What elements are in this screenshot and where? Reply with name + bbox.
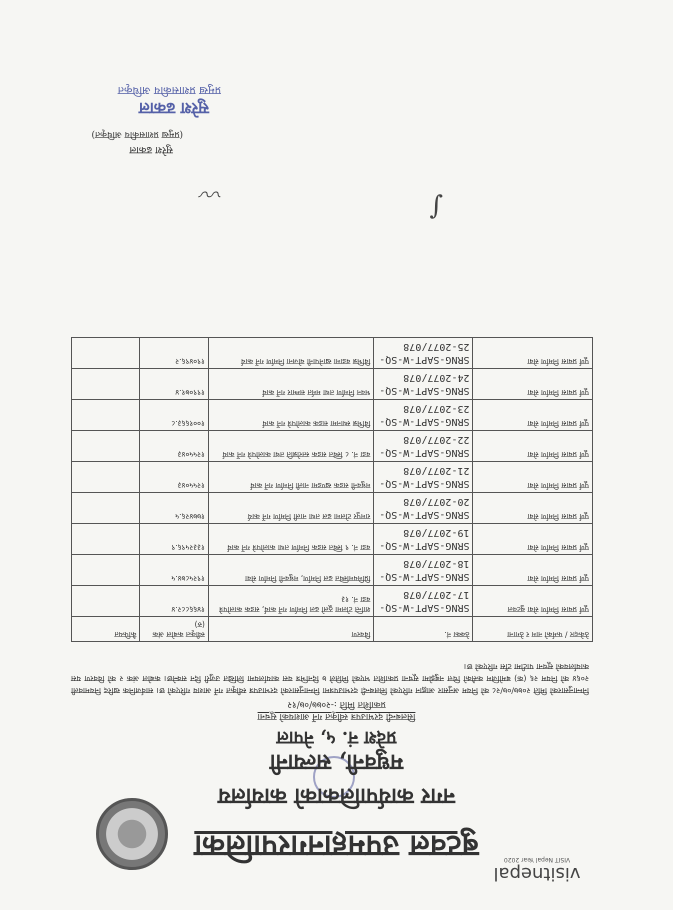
visit-nepal-tagline: VISIT Nepal Year 2020: [503, 856, 571, 863]
cell-firm: पूर्ण प्रयास निर्माण सेवा: [473, 338, 593, 369]
cell-remark: [72, 493, 140, 524]
cell-code: SRNG-SAPT-W-SQ-19-2077/078: [374, 524, 473, 555]
cell-code: SRNG-SAPT-W-SQ-22-2077/078: [374, 431, 473, 462]
table-row: [72, 400, 593, 431]
cell-firm: पूर्ण प्रयास निर्माण सेवा: [473, 555, 593, 586]
table-header-row: [72, 617, 593, 642]
cell-desc: भवन निर्माण तथा मर्मत सम्भार गर्ने कार्य: [208, 369, 373, 400]
province: प्रदेश नं. ५, नेपाल: [276, 727, 397, 748]
publish-date: प्रकाशित मिति :-२०७७/०७/१२: [287, 699, 386, 709]
table-row: [72, 369, 593, 400]
cell-firm: पूर्ण प्रयास निर्माण सेवा: [473, 400, 593, 431]
page-title: बुटवल उपमहानगरपालिका: [194, 828, 479, 863]
cell-remark: [72, 338, 140, 369]
officer-title: (प्रमुख प्रशासकीय अधिकृत): [91, 129, 183, 139]
notice-intro: निम्नानुसारको मिति २०७७/०७/२८ को नियम अनुसार आह्वान गरिएको सिलबन्दी दरभाउपत्रमा निम्नानुसारको दरभाउपत्र स्वीकृत गर्ने आशय गरिएको छ। सार्वजनिक खरिद नियमावली २०६४ को नियम २६ (क) बमोजिम कसैको चित्त नबुझेमा सूचना प्रकाशित भएको मितिले ७ दिनभित्र यस कार्यालयमा लिखित उजुरी दिन सक्नेछ। कबोल अंक २ को विवरण यस कार्यालयको सूचना पाटीमा टाँस गरिएको छ।: [71, 662, 589, 695]
header-code: ठेक्का नं.: [374, 617, 473, 642]
cell-remark: [72, 400, 140, 431]
cell-code: SRNG-SAPT-W-SQ-18-2077/078: [374, 555, 473, 586]
cell-firm: पूर्ण प्रयास निर्माण सेवा: [473, 462, 593, 493]
cell-amount: १९२५८७४.५: [140, 555, 208, 586]
table-row: [72, 555, 593, 586]
cell-remark: [72, 462, 140, 493]
cell-desc: रामपुर टोलमा ढल तथा नाली निर्माण गर्ने कार्य: [208, 493, 373, 524]
cell-firm: पूर्ण प्रयास निर्माण सेवा बुटवल: [473, 586, 593, 617]
officer-stamp-name: सुरेश ढकाल: [138, 99, 209, 118]
cell-amount: १४६६८८२.४: [140, 586, 208, 617]
header-remark: कैफियत: [72, 617, 140, 642]
cell-firm: पूर्ण प्रयास निर्माण सेवा: [473, 524, 593, 555]
table-row: [72, 338, 593, 369]
cell-firm: पूर्ण प्रयास निर्माण सेवा: [473, 431, 593, 462]
cell-desc: वडा नं. ८ स्थित सडक स्तरोन्नति तथा कालोपत्रे गर्ने कार्य: [208, 431, 373, 462]
table-row: [72, 462, 593, 493]
table-row: [72, 586, 593, 617]
cell-amount: १३३२५९६.९: [140, 524, 208, 555]
cell-firm: पूर्ण प्रयास निर्माण सेवा: [473, 369, 593, 400]
cell-amount: १२५५०४३: [140, 462, 208, 493]
cell-desc: प्रिमियमस्थित ढल निर्माण, मधुवनी निर्माण सेवा: [208, 555, 373, 586]
officer-name: सुरेश ढकाल: [129, 144, 173, 155]
header-desc: विवरण: [208, 617, 373, 642]
cell-desc: शान्ति टोलमा ठूलो ढल निर्माण गर्ने कार्य, सडक कालोपत्रे वडा नं. १३: [208, 586, 373, 617]
cell-desc: वडा नं. ९ स्थित सडक निर्माण तथा कालोपत्रे गर्ने कार्य: [208, 524, 373, 555]
cell-desc: मधुवनी सडक खण्डमा नाली निर्माण गर्ने कार्य: [208, 462, 373, 493]
cell-amount: १७७४२६.५: [140, 493, 208, 524]
table-row: [72, 524, 593, 555]
officer-stamp-title: प्रमुख प्रशासकीय अधिकृत: [117, 84, 221, 97]
cell-code: SRNG-SAPT-W-SQ-24-2077/078: [374, 369, 473, 400]
header-amount: स्वीकृत कबोल अंक (रु): [140, 617, 208, 642]
cell-remark: [72, 431, 140, 462]
table-row: [72, 493, 593, 524]
cell-remark: [72, 586, 140, 617]
cell-remark: [72, 555, 140, 586]
cell-amount: १९९०७१.४: [140, 369, 208, 400]
contract-table: [71, 337, 593, 642]
cell-code: SRNG-SAPT-W-SQ-17-2077/078: [374, 586, 473, 617]
cell-amount: १००१६६३.८: [140, 400, 208, 431]
cell-code: SRNG-SAPT-W-SQ-23-2077/078: [374, 400, 473, 431]
notice-subject: सिलबन्दी दरभाउपत्र स्वीकृत गर्ने आशयको सूचना: [257, 711, 416, 721]
cell-amount: १२५५०४३: [140, 431, 208, 462]
header-firm: ठेकेदार / फर्मको नाम र ठेगाना: [473, 617, 593, 642]
cell-desc: विभिन्न स्थानमा सडक कालोपत्रे गर्ने कार्य: [208, 400, 373, 431]
cell-code: SRNG-SAPT-W-SQ-20-2077/078: [374, 493, 473, 524]
cell-amount: १९०४९६.२: [140, 338, 208, 369]
visit-nepal-mark: visitnepal: [493, 863, 581, 884]
office-name: नगर कार्यपालिकाको कार्यालय: [218, 783, 455, 809]
cell-remark: [72, 369, 140, 400]
cell-code: SRNG-SAPT-W-SQ-25-2077/078: [374, 338, 473, 369]
office-address: मधुवनी, सल्यानी: [269, 749, 404, 775]
cell-remark: [72, 524, 140, 555]
signature-mark: 〰︎: [200, 180, 223, 205]
table-row: [72, 431, 593, 462]
signature-initial: ∫: [429, 192, 443, 222]
cell-desc: विभिन्न वडामा खानेपानी योजना निर्माण गर्ने कार्य: [208, 338, 373, 369]
cell-code: SRNG-SAPT-W-SQ-21-2077/078: [374, 462, 473, 493]
cell-firm: पूर्ण प्रयास निर्माण सेवा: [473, 493, 593, 524]
